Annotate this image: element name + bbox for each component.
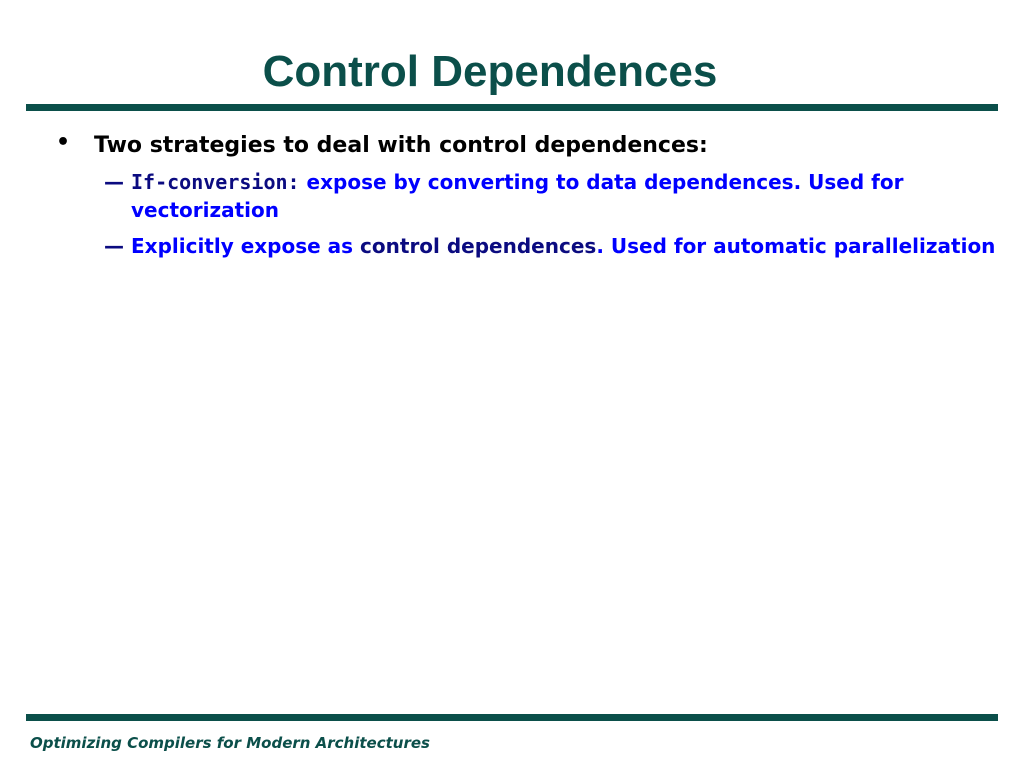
main-bullet-text: Two strategies to deal with control dependences: <box>94 133 708 158</box>
explicit-text-part2: control dependences <box>360 234 597 258</box>
if-conversion-text: expose by converting to data dependences. Used for vectorization <box>131 170 904 222</box>
slide-title: Control Dependences <box>262 47 718 96</box>
title-divider <box>26 104 998 111</box>
sub-bullet-explicit <box>56 232 996 260</box>
footer-divider <box>26 714 998 721</box>
main-bullet <box>56 128 996 164</box>
explicit-text-part3: . Used for automatic parallelization <box>596 234 996 258</box>
slide-body <box>56 128 996 268</box>
sub-bullet-if-conversion <box>56 168 996 224</box>
dash-icon: — <box>104 170 124 194</box>
bullet-icon: • <box>56 130 71 155</box>
explicit-text-part1: Explicitly expose as <box>131 234 361 258</box>
dash-icon: — <box>104 234 124 258</box>
footer-caption: Optimizing Compilers for Modern Architectures <box>30 734 430 752</box>
if-conversion-term: If-conversion: <box>131 170 300 194</box>
sub-bullet-list <box>56 168 996 260</box>
